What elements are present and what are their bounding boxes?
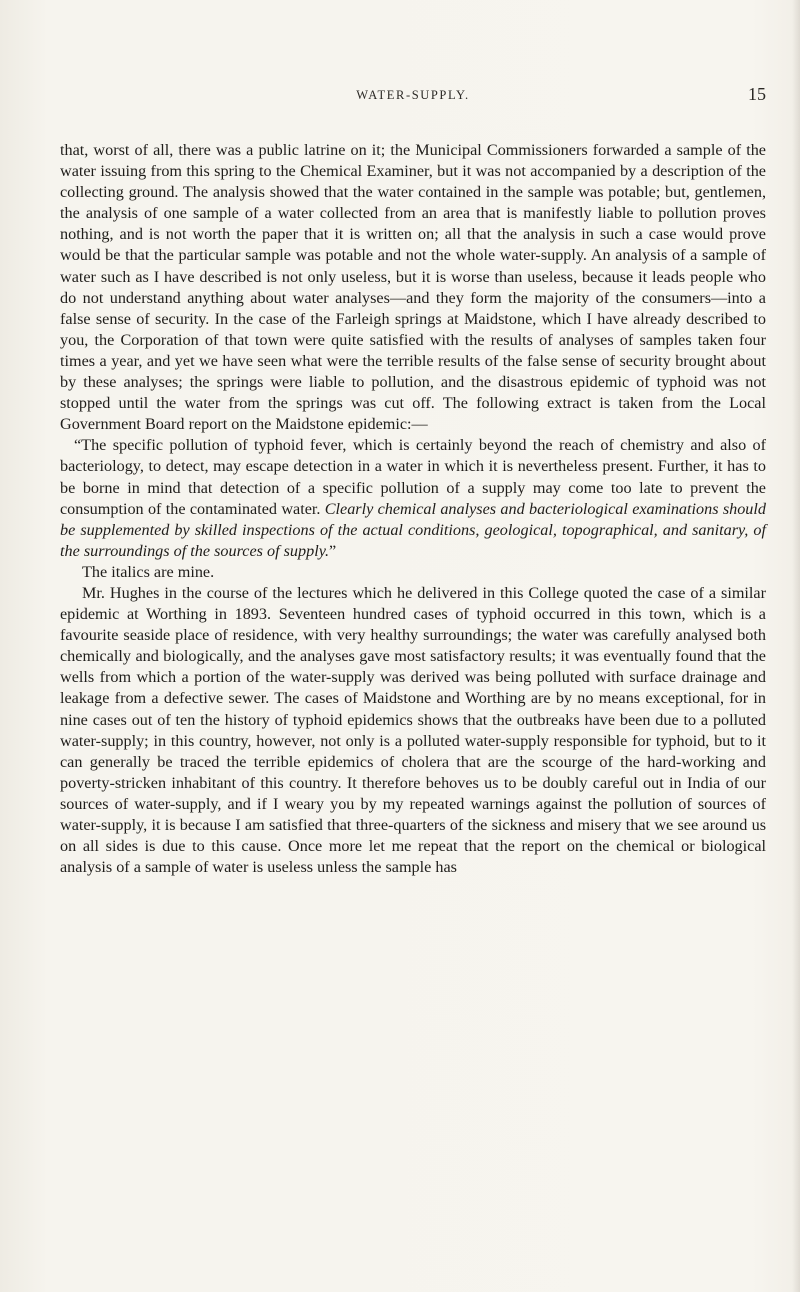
quote-closing-mark: ” (329, 541, 337, 560)
italics-note: The italics are mine. (82, 562, 215, 581)
paragraph-1: that, worst of all, there was a public latrine on it; the Municipal Commissioners forwarded a sample of the water issuing from this spring to the Chemical Examiner, but it was not accompanied by a description of the collecting ground. The analysis showed that the water contained in the sample was potable; but, gentlemen, the analysis of one sample of a water collected from an area that is manifestly liable to pollution proves nothing, and is not worth the paper that it is written on; all that the analysis in such a case would prove would be that the particular sample was potable and not the whole water-supply. An analysis of a sample of water such as I have described is not only useless, but it is worse than useless, because it leads people who do not understand anything about water analyses—and they form the majority of the consumers—into a false sense of security. In the case of the Farleigh springs at Maidstone, which I have already described to you, the Corporation of that town were quite satisfied with the results of analyses of samples taken four times a year, and yet we have seen what were the terrible results of the false sense of security brought about by these analyses; the springs were liable to pollution, and the disastrous epidemic of typhoid was not stopped until the water from the springs was cut off. The following extract is taken from the Local Government Board report on the Maidstone epidemic:— (60, 141, 766, 434)
quote-plain-text: “The specific pollution of typhoid fever, which is certainly beyond the reach of chemistry and also of bacteriology, to detect, may escape detection in a water in which it is nevertheless present. Further, it has to be borne in mind that detection of a specific pollution of a supply may come too late to prevent the consumption of the contaminated water. (60, 436, 766, 518)
page-edge-shadow (792, 0, 800, 1292)
running-head: WATER-SUPPLY. (356, 88, 470, 102)
body-text (60, 140, 766, 878)
quoted-extract (60, 435, 766, 562)
page-header (60, 84, 766, 108)
quote-italic-text: Clearly chemical analyses and bacteriological examinations should be supplemented by skilled inspections of the actual conditions, geological, topographical, and sanitary, of the surroundings of the sources of supply. (60, 499, 766, 560)
paragraph-2: Mr. Hughes in the course of the lectures which he delivered in this College quoted the case of a similar epidemic at Worthing in 1893. Seventeen hundred cases of typhoid occurred in this town, which is a favourite seaside place of residence, with very healthy surroundings; the water was carefully analysed both chemically and biologically, and the analyses gave most satisfactory results; it was eventually found that the wells from which a portion of the water-supply was derived was being polluted with surface drainage and leakage from a defective sewer. The cases of Maidstone and Worthing are by no means exceptional, for in nine cases out of ten the history of typhoid epidemics shows that the outbreaks have been due to a polluted water-supply; in this country, however, not only is a polluted water-supply responsible for typhoid, but to it can generally be traced the terrible epidemics of cholera that are the scourge of the hard-working and poverty-stricken inhabitant of this country. It therefore behoves us to be doubly careful out in India of our sources of water-supply, and if I weary you by my repeated warnings against the pollution of sources of water-supply, it is because I am satisfied that three-quarters of the sickness and misery that we see around us on all sides is due to this cause. Once more let me repeat that the report on the chemical or biological analysis of a sample of water is useless unless the sample has (60, 583, 766, 877)
page-number: 15 (748, 84, 766, 104)
